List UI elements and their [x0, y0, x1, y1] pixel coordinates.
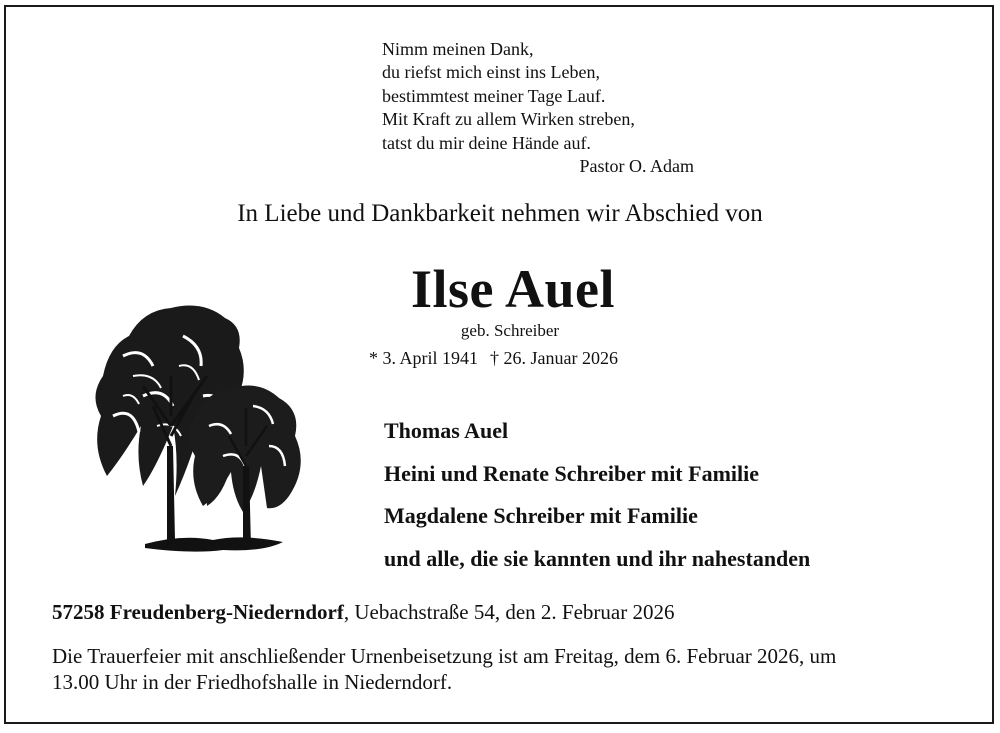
poem-line: Nimm meinen Dank, [382, 39, 534, 59]
poem-line: bestimmtest meiner Tage Lauf. [382, 85, 606, 106]
poem-line: Mit Kraft zu allem Wirken streben, [382, 109, 635, 130]
life-dates [369, 348, 618, 369]
family-list [384, 416, 810, 586]
intro-text: In Liebe und Dankbarkeit nehmen wir Abschied von [237, 200, 763, 227]
poem [382, 38, 694, 178]
family-member: Thomas Auel [384, 418, 509, 443]
poem-line: du riefst mich einst ins Leben, [382, 62, 600, 83]
weeping-willow-trees-illustration [83, 296, 315, 560]
family-member: und alle, die sie kannten und ihr nahestanden [384, 545, 811, 571]
ceremony-line: Die Trauerfeier mit anschließender Urnenbeisetzung ist am Freitag, dem 6. Februar 2026, um [52, 644, 837, 668]
death-date: † 26. Januar 2026 [490, 348, 618, 368]
family-member: Magdalene Schreiber mit Familie [384, 503, 698, 528]
ceremony-info [52, 643, 952, 695]
poem-author: Pastor O. Adam [579, 156, 694, 177]
place-date-line [52, 600, 674, 625]
place-city: 57258 Freudenberg-Niederndorf [52, 600, 344, 624]
maiden-name: geb. Schreiber [460, 321, 560, 340]
family-member: Heini und Renate Schreiber mit Familie [384, 460, 759, 486]
deceased-name: Ilse Auel [410, 259, 616, 319]
poem-line: tatst du mir deine Hände auf. [382, 132, 591, 153]
place-address-date: , Uebachstraße 54, den 2. Februar 2026 [343, 600, 675, 624]
birth-date: * 3. April 1941 [369, 348, 479, 368]
ceremony-line: 13.00 Uhr in der Friedhofshalle in Niederndorf. [52, 670, 453, 694]
